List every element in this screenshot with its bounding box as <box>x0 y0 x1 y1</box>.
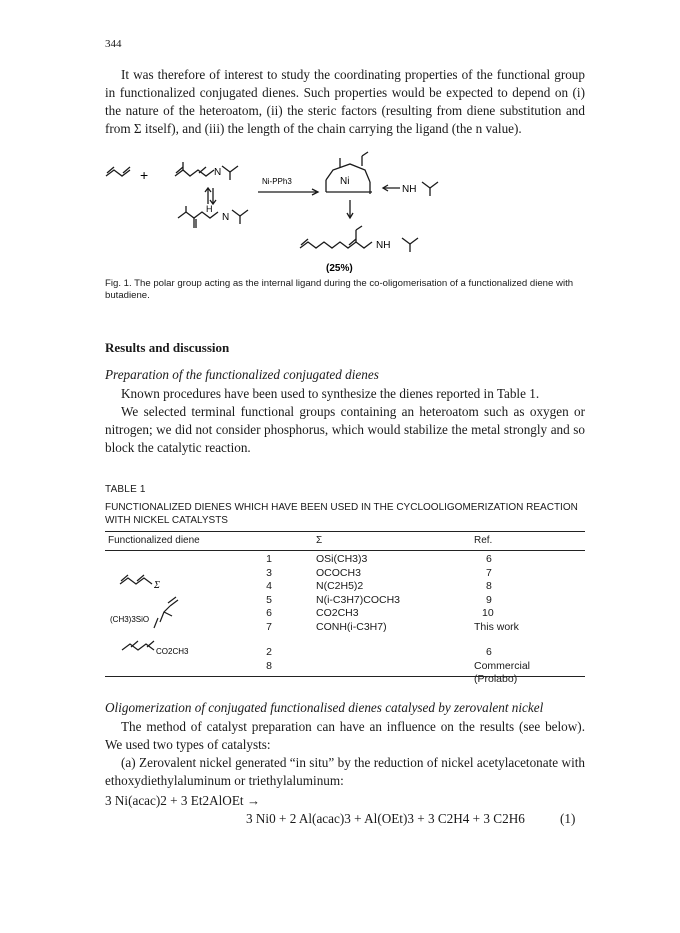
prolabo-note: (Prolabo) <box>474 673 518 685</box>
oligo-paragraph-1: The method of catalyst preparation can have an influence on the results (see below). We used two types of catalysts: <box>105 719 585 752</box>
table-header-sigma: Σ <box>316 535 323 546</box>
prep-subheading: Preparation of the functionalized conjugated dienes <box>105 367 379 382</box>
oligo-paragraphs <box>105 718 585 790</box>
intro-paragraph <box>105 66 585 138</box>
oligo-paragraph-2: (a) Zerovalent nickel generated “in situ” by the reduction of nickel acetylacetonate with ethoxydiethylaluminum or triethylaluminum: <box>105 755 585 788</box>
prep-paragraph-1: Known procedures have been used to synthesize the dienes reported in Table 1. <box>121 386 540 401</box>
oligo-subheading: Oligomerization of conjugated functionalised dienes catalysed by zerovalent nickel <box>105 700 544 715</box>
table-header-diene: Functionalized diene <box>108 535 200 546</box>
page-number: 344 <box>105 38 122 50</box>
table-row: N(C2H5)2 <box>316 580 364 592</box>
table-row: OSi(CH3)3 <box>316 553 368 565</box>
tms-ether-label: (CH3)3SiO <box>110 615 150 624</box>
complex-nh-label: NH <box>402 184 417 195</box>
reaction-scheme <box>100 148 540 283</box>
figure-caption: Fig. 1. The polar group acting as the internal ligand during the co-oligomerisation of a functionalized diene with butadiene. <box>105 278 574 301</box>
yield-label: (25%) <box>326 263 353 274</box>
plus-sign: + <box>140 167 149 183</box>
table-row-numbers: 1 3 4 5 6 7 2 8 <box>266 553 272 672</box>
enamine-n-label: N <box>222 212 230 223</box>
imine-diene-structure <box>175 170 214 176</box>
equation-number: (1) <box>560 811 576 826</box>
table-row: N(i-C3H7)COCH3 <box>316 593 401 606</box>
equation-line-1: 3 Ni(acac)2 + 3 Et2AlOEt → <box>105 793 261 808</box>
imine-n-label: N <box>214 167 222 178</box>
table-ref-values: 6 7 8 9 10 This work 6 Commercial (Prolabo) <box>474 553 544 687</box>
equation-line-2: 3 Ni0 + 2 Al(acac)3 + Al(OEt)3 + 3 C2H4 + 3 C2H6 <box>246 811 525 826</box>
table-header-rule <box>105 550 585 551</box>
table-bottom-rule <box>105 676 585 677</box>
table-row: CONH(i-C3H7) <box>316 620 387 633</box>
nickel-label: Ni <box>340 176 350 187</box>
results-heading: Results and discussion <box>105 340 230 355</box>
intro-text: It was therefore of interest to study the coordinating properties of the functional group in functionalized conjugated dienes. Such properties would be expected to depend on (i) the nature of the heteroatom, (ii) the steric factors (resulting from diene substitution and from Σ itself), and (iii) the length of the chain carrying the ligand (the n value). <box>105 67 585 136</box>
enamine-h-label: H <box>206 204 213 214</box>
product-structure <box>300 242 372 248</box>
table-header-ref: Ref. <box>474 535 493 546</box>
product-nh-label: NH <box>376 240 391 251</box>
ester-label: CO2CH3 <box>156 647 189 656</box>
table-diene-structures <box>108 560 258 660</box>
sigma-substituent-label: Σ <box>154 580 160 591</box>
table-label: TABLE 1 <box>105 484 146 495</box>
prep-paragraphs <box>105 385 585 457</box>
table-row: OCOCH3 <box>316 566 361 579</box>
table-sigma-values <box>316 553 400 634</box>
prep-paragraph-2: We selected terminal functional groups containing an heteroatom such as oxygen or nitrogen; we did not consider phosphorus, which would stabilize the metal strongly and so block the catalytic reaction. <box>105 404 585 455</box>
reagent-label: Ni-PPh3 <box>262 177 292 186</box>
table-row: CO2CH3 <box>316 607 359 619</box>
table-top-rule <box>105 531 585 532</box>
table-title: FUNCTIONALIZED DIENES WHICH HAVE BEEN USED IN THE CYCLOOLIGOMERIZATION REACTION WITH NICKEL CATALYSTS <box>105 502 578 526</box>
